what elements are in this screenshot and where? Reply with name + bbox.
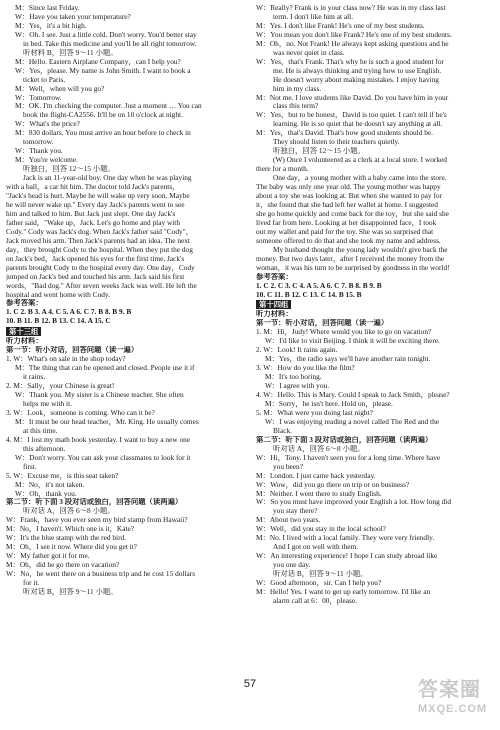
text-line: W：What's the price? (15, 120, 80, 129)
text-line: The baby was only one year old. The young mother was happy (256, 183, 441, 192)
text-line: They should listen to their teachers quietly. (273, 138, 400, 147)
text-line: 4. M：I lost my math book yesterday. I want to buy a new one (6, 435, 191, 444)
text-line: day，they brought Cody to the hospital. When they put the dog (6, 245, 193, 254)
text-line: on Jack's bed，Jack opened his eyes for the first time. Jack's (6, 254, 185, 263)
text-line: M：No. I lived with a local family. They were very friendly. (256, 534, 435, 543)
text-line: woman，it was his turn to be surprised by goodness in the world! (256, 263, 450, 272)
text-line: W：Yes，please. My name is John Smith. I want to book a (15, 66, 191, 75)
text-line: was never quiet in class. (273, 48, 345, 57)
text-line: W：Have you taken your temperature? (15, 12, 131, 21)
text-line: 1. W：What's on sale in the shop today? (6, 355, 126, 364)
page-number: 57 (243, 678, 257, 690)
section-header (6, 326, 238, 337)
text-line: M：Hello! Yes. I want to get up early tomorrow. I'd like an (256, 588, 431, 596)
text-line: 4. W：Hello. This is Mary. Could I speak to Jack Smith，please? (256, 391, 450, 400)
text-line: tomorrow. (23, 138, 54, 147)
text-line: M：Oh，I see it now. Where did you get it? (6, 543, 137, 552)
text-line: someone offered to do that and she took my name and address. (256, 236, 441, 245)
text-line: he will never wake up." Every day Jack's parents went to see (6, 200, 185, 209)
text-line: 5. M：What were you doing last night? (256, 408, 373, 417)
text-line: in bed. Take this medicine and you'll be all right tomorrow. (23, 39, 197, 48)
text-line: M：Oh，no. Not Frank! He always kept asking questions and he (256, 39, 449, 48)
text-line: you one day. (273, 561, 311, 570)
text-line: with a ball，a car hit him. The doctor told Jack's parents， (6, 183, 180, 192)
section-heading: 听力材料： (6, 337, 43, 346)
text-line: W：Yes，but to be honest，David is too quiet. I can't tell if he's (256, 111, 447, 120)
text-line: him in my class. (273, 84, 322, 93)
text-line: M：It must be our head teacher，Mr. King. He usually comes (15, 417, 199, 426)
text-line: it，she found that she had left her wallet at home. I suggested (256, 200, 438, 209)
text-line: M：Yes，it's a bit high. (15, 21, 87, 30)
text-line: me. He is always thinking and trying how to use English. (273, 66, 442, 75)
text-line: "Jack's head is hurt. Maybe he will wake up very soon. Maybe (6, 192, 190, 201)
text-line: Black. (273, 426, 292, 435)
text-line: He doesn't worry about making mistakes. I enjoy having (273, 75, 439, 84)
text-line: W：Yes，that's Frank. That's why he is such a good student for (256, 57, 444, 66)
text-line: 听材料 B，回答 9～11 小题。 (23, 48, 118, 57)
text-line: W：I agree with you. (265, 382, 330, 391)
text-line: W：So you must have improved your English a lot. How long did (256, 498, 452, 507)
text-line: M：830 dollars. You must arrive an hour before to check in (15, 129, 191, 138)
text-line: father said，"Wake up，Jack. Let's go home and play with (6, 218, 181, 227)
text-line: W：Oh. I see. Just a little cold. Don't worry. You'd better stay (15, 30, 197, 39)
text-line: M：Since last Friday. (15, 4, 80, 12)
text-line: lived far from here. Looking at her disappointed face，I took (256, 218, 437, 227)
text-line: W：Thank you. My sister is a Chinese teacher. She often (15, 391, 184, 400)
text-line: W：Oh，thank you. (15, 489, 77, 498)
text-line: W：Frank，have you ever seen my bird stamp from Hawaii? (6, 516, 188, 525)
text-line: you stay there? (273, 507, 318, 516)
text-line: term. I don't like him at all. (273, 12, 354, 21)
text-line: book the flight-CA2556. It'll be on 10 o'clock at night. (23, 111, 183, 120)
section-heading: 参考答案： (256, 272, 293, 281)
text-line: W：I was enjoying reading a novel called The Red and the (265, 417, 440, 426)
text-line: M：Hello. Eastern Airplane Company，can I help you? (15, 57, 181, 66)
text-line: W：Really? Frank is in your class now? He was in my class last (256, 4, 446, 12)
watermark-text: 答案圈 (418, 679, 481, 701)
text-line: this afternoon. (23, 444, 66, 453)
text-line: Cody." Cody was Jack's dog. When Jack's father said "Cody"， (6, 227, 194, 236)
text-line: out my wallet and paid for the toy. She was so surprised that (256, 227, 434, 236)
text-line: M：Yes，the radio says we'll have another rain tonight. (265, 355, 431, 364)
text-line: you been? (273, 462, 303, 471)
watermark-url: MXQE.COM (418, 703, 488, 715)
text-line: hospital and went home with Cody. (6, 290, 110, 299)
section-heading: 第二节：听下面 3 段对话或独白，回答问题（读两遍） (256, 435, 433, 444)
section-heading: 1. C 2. B 3. A 4. C 5. A 6. C 7. B 8. B 9. B (6, 308, 132, 317)
text-line: at this time. (23, 426, 58, 435)
section-heading: 听力材料： (256, 310, 293, 319)
text-line: W：No，he went there on a business trip and he cost 15 dollars (6, 570, 196, 579)
text-line: for it. (23, 579, 40, 588)
text-line: W：I'd like to visit Beijing. I think it will be exciting there. (265, 337, 440, 346)
section-heading: 10. C 11. B 12. C 13. C 14. B 15. B (256, 290, 362, 299)
text-line: 听独白，回答 12～15 小题。 (23, 165, 115, 174)
text-line: And I got on well with them. (273, 543, 359, 552)
text-line: M：You're welcome. (15, 156, 78, 165)
text-line: 听独白，回答 12～15 小题。 (273, 147, 365, 156)
text-line: M：Sorry，he isn't here. Hold on，please. (265, 399, 393, 408)
text-line: 3. W：How do you like the film? (256, 364, 355, 373)
text-line: parents brought Cody to the hospital every day. One day，Cody (6, 263, 195, 272)
section-heading: 1. C 2. C 3. C 4. A 5. A 6. C 7. B 8. B 9. B (256, 281, 382, 290)
text-line: (W) Once I volunteered as a clerk at a local store. I worked (273, 156, 447, 165)
text-line: Jack moved his arm. Then Jack's parents had an idea. The next (6, 236, 190, 245)
text-line: One day，a young mother with a baby came into the store. (273, 174, 447, 183)
text-line: 2. W：Look! It rains again. (256, 346, 338, 355)
text-line: 1. M：Hi，Judy! Where would you like to go on vacation? (256, 328, 432, 337)
text-line: 3. W：Look，someone is coming. Who can it be? (6, 408, 155, 417)
text-line: ticket to Paris. (23, 75, 66, 84)
text-line: M：Yes. I don't like Frank! He's one of my best students. (256, 21, 425, 30)
text-line: 听对话 B，回答 9～11 小题。 (23, 588, 118, 596)
text-line: W：Don't worry. You can ask your classmates to look for it (15, 453, 191, 462)
text-line: class this term? (273, 102, 319, 111)
text-line: W：My father got it for me. (6, 552, 90, 561)
text-line: M：London. I just came back yesterday. (256, 471, 376, 480)
text-line: My husband thought the young lady wouldn't give back the (273, 245, 448, 254)
text-line: 听对话 A，回答 6～8 小题。 (23, 507, 115, 516)
text-line: M：It's too boring. (265, 373, 322, 382)
text-line: W：An interesting experience! I hope I can study abroad like (256, 552, 438, 561)
text-line: money. But two days later，after I received the money from the (256, 254, 445, 263)
text-line: M：Oh，did he go there on vacation? (6, 561, 120, 570)
text-line: W：Wow，did you go there on trip or on business? (256, 480, 410, 489)
section-heading: 第一节：听小对话，回答问题（读一遍） (256, 319, 389, 328)
section-heading: 第二节：听下面 3 段对话或独白，回答问题（读两遍） (6, 498, 183, 507)
text-line: alarm call at 6：00，please. (273, 596, 358, 605)
text-line: jumped on Jack's bed and touched his arm. Jack said his first (6, 272, 185, 281)
text-line: M：OK. I'm checking the computer. Just a moment … You can (15, 102, 202, 111)
watermark-logo (418, 678, 496, 724)
text-line: M：About two years. (256, 516, 321, 525)
text-line: words，"Bad dog." After seven weeks Jack was well. He left the (6, 281, 197, 290)
text-line: there for a month. (256, 165, 309, 174)
text-line: M：The thing that can be opened and closed. People use it if (15, 364, 195, 373)
text-line: 听对话 B，回答 9～11 小题。 (273, 570, 368, 579)
text-line: W：Tomorrow. (15, 93, 62, 102)
text-line: 5. W：Excuse me，is this seat taken? (6, 471, 119, 480)
text-line: Jack is an 11-year-old boy. One day when he was playing (23, 174, 192, 183)
section-heading: 第一节：听小对话，回答问题（读一遍） (6, 346, 139, 355)
text-line: W：Hi，Tony. I haven't seen you for a long time. Where have (256, 453, 441, 462)
section-heading: 10. B 11. B 12. B 13. C 14. A 15. C (6, 317, 111, 326)
section-header (256, 299, 488, 310)
text-line: W：You mean you don't like Frank? He's one of my best students. (256, 30, 452, 39)
text-line: 2. M：Sally，your Chinese is great! (6, 382, 115, 391)
text-line: W：Thank you. (15, 147, 63, 156)
text-line: M：Not me. I love students like David. Do you have him in your (256, 93, 449, 102)
text-line: W：It's the blue stamp with the red bird. (6, 534, 127, 543)
text-line: helps me with it. (23, 399, 72, 408)
text-line: 听对话 A，回答 6～8 小题。 (273, 444, 365, 453)
text-line: M：Yes，that's David. That's how good students should be. (256, 129, 433, 138)
text-line: M：Well，when will you go? (15, 84, 105, 93)
left-column (6, 4, 238, 597)
section-heading: 参考答案： (6, 299, 43, 308)
text-line: W：Good afternoon，sir. Can I help you? (256, 579, 382, 588)
text-line: M：Neither. I went there to study English. (256, 489, 382, 498)
text-line: him and talked to him. But Jack just slept. One day Jack's (6, 209, 176, 218)
section-badge: 第十三组 (6, 327, 41, 336)
section-badge: 第十四组 (256, 300, 291, 309)
right-column (256, 4, 488, 606)
text-line: she go home quickly and come back for the toy，but she said she (256, 209, 449, 218)
text-line: first. (23, 462, 37, 471)
text-line: M：No，it's not taken. (15, 480, 85, 489)
text-line: W：Well，did you stay in the local school? (256, 525, 386, 534)
text-line: learning. He is so quiet that he doesn't say anything at all. (273, 120, 443, 129)
text-line: M：No，I haven't. Which one is it，Kate? (6, 525, 135, 534)
text-line: about a toy she was looking at. But when she wanted to pay for (256, 192, 443, 201)
text-line: it rains. (23, 373, 46, 382)
